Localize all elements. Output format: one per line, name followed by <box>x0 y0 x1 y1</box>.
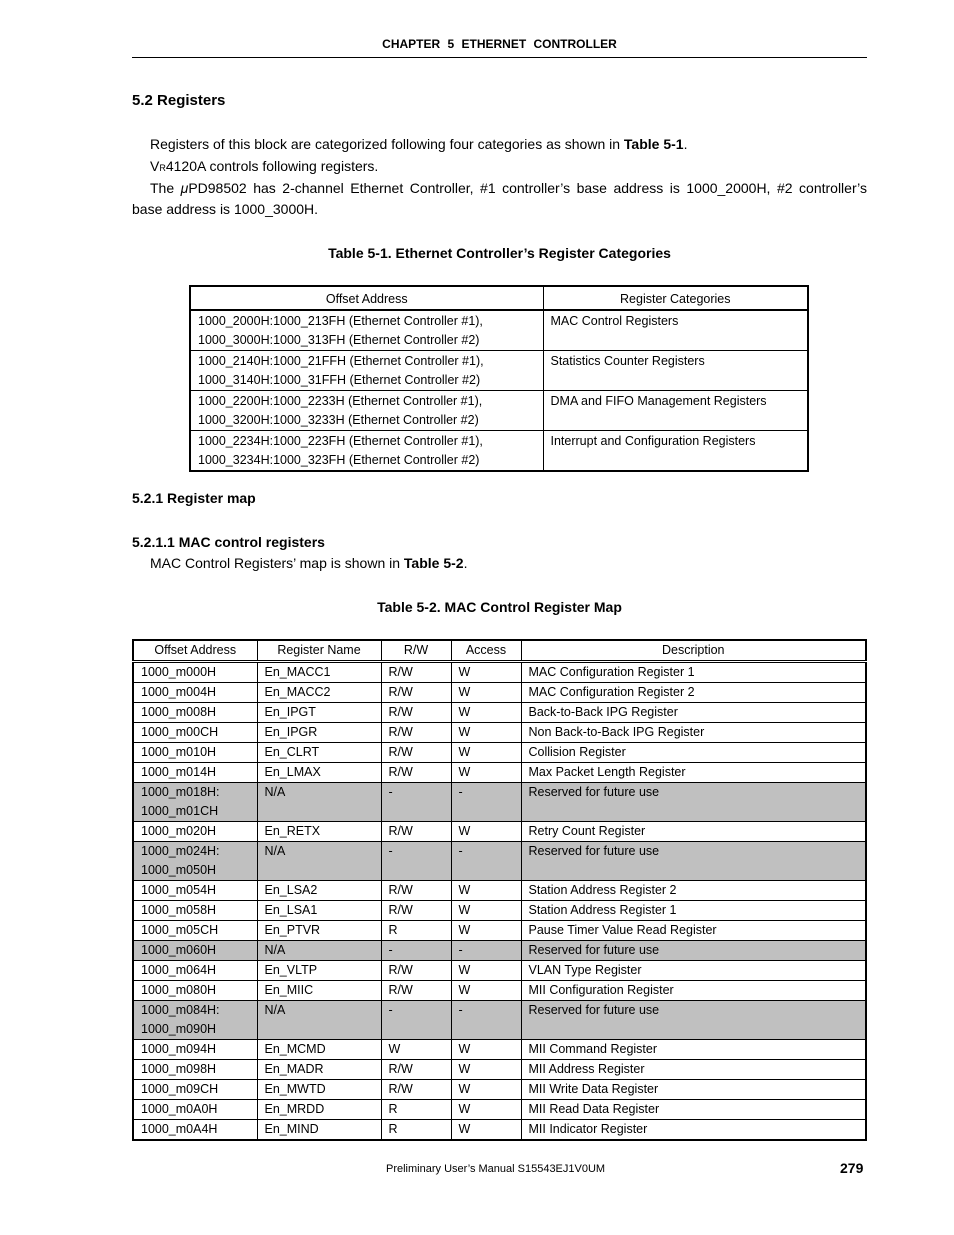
access-cell: W <box>451 1040 521 1060</box>
register-name-cell: En_IPGR <box>257 723 381 743</box>
intro-p3-text: PD98502 has 2-channel Ethernet Controller, #1 controller’s base address is 1000_2000H, #2 controller’s base address is 1000_3000H. <box>132 180 867 217</box>
description-cell: MII Indicator Register <box>521 1120 866 1141</box>
table-ref-5-2: Table 5-2 <box>403 555 464 571</box>
table-row <box>133 921 866 941</box>
table-row <box>133 961 866 981</box>
table-header-row <box>133 640 866 662</box>
description-cell: Station Address Register 2 <box>521 881 866 901</box>
table-row <box>133 881 866 901</box>
offset-address-cell: 1000_m054H <box>133 881 257 901</box>
offset-address-cell: 1000_m00CH <box>133 723 257 743</box>
reserved-table-row <box>133 842 866 881</box>
access-cell: W <box>451 1060 521 1080</box>
access-cell: - <box>451 783 521 822</box>
intro-p3-the: The <box>150 180 181 196</box>
header-rw: R/W <box>381 640 451 662</box>
offset-address-cell <box>133 783 257 822</box>
offset-line-controller-2: 1000_3234H:1000_323FH (Ethernet Controller #2) <box>198 453 480 467</box>
table-row <box>133 1080 866 1100</box>
table-row <box>133 743 866 763</box>
register-name-cell: En_LSA2 <box>257 881 381 901</box>
description-cell: MII Configuration Register <box>521 981 866 1001</box>
table-row <box>133 703 866 723</box>
intro-p1-text: Registers of this block are categorized following four categories as shown in <box>150 136 624 152</box>
offset-address-cell: 1000_m058H <box>133 901 257 921</box>
header-offset-address: Offset Address <box>190 286 543 310</box>
access-cell: W <box>451 683 521 703</box>
offset-address-cell: 1000_m004H <box>133 683 257 703</box>
description-cell: Max Packet Length Register <box>521 763 866 783</box>
description-cell: MII Command Register <box>521 1040 866 1060</box>
header-register-name: Register Name <box>257 640 381 662</box>
rw-cell: R <box>381 1120 451 1141</box>
offset-address-cell: 1000_m010H <box>133 743 257 763</box>
access-cell: W <box>451 743 521 763</box>
table-row <box>133 1120 866 1141</box>
offset-address-cell: 1000_m014H <box>133 763 257 783</box>
register-name-cell: N/A <box>257 1001 381 1040</box>
description-cell: Retry Count Register <box>521 822 866 842</box>
table-5-2-caption: Table 5-2. MAC Control Register Map <box>377 599 622 615</box>
table-row <box>190 431 808 472</box>
rw-cell: R/W <box>381 822 451 842</box>
mac-map-intro <box>150 553 467 574</box>
offset-address-cell <box>190 391 543 431</box>
offset-line-controller-2: 1000_3200H:1000_3233H (Ethernet Controller #2) <box>198 413 479 427</box>
register-category-cell: Interrupt and Configuration Registers <box>543 431 808 472</box>
table-header-row <box>190 286 808 310</box>
access-cell: W <box>451 703 521 723</box>
offset-address-cell: 1000_m060H <box>133 941 257 961</box>
intro-paragraph-2 <box>150 156 378 179</box>
rw-cell: R/W <box>381 662 451 683</box>
access-cell: W <box>451 921 521 941</box>
description-cell: VLAN Type Register <box>521 961 866 981</box>
reserved-table-row <box>133 783 866 822</box>
access-cell: W <box>451 662 521 683</box>
offset-address-cell <box>133 1001 257 1040</box>
description-cell: MII Write Data Register <box>521 1080 866 1100</box>
register-name-cell: N/A <box>257 842 381 881</box>
access-cell: W <box>451 901 521 921</box>
table-row <box>133 723 866 743</box>
offset-address-cell: 1000_m008H <box>133 703 257 723</box>
register-name-cell: En_MRDD <box>257 1100 381 1120</box>
offset-range-start: 1000_m084H: <box>141 1003 220 1017</box>
rw-cell: - <box>381 783 451 822</box>
rw-cell: - <box>381 1001 451 1040</box>
access-cell: W <box>451 723 521 743</box>
offset-line-controller-1: 1000_2140H:1000_21FFH (Ethernet Controller #1), <box>198 354 484 368</box>
offset-range-start: 1000_m018H: <box>141 785 220 799</box>
register-category-cell: Statistics Counter Registers <box>543 351 808 391</box>
intro-p2-r: R <box>159 163 166 173</box>
register-name-cell: N/A <box>257 783 381 822</box>
register-name-cell: En_MACC2 <box>257 683 381 703</box>
reserved-table-row <box>133 941 866 961</box>
register-name-cell: En_MIIC <box>257 981 381 1001</box>
offset-address-cell: 1000_m080H <box>133 981 257 1001</box>
intro-p1-end: . <box>683 136 688 152</box>
rw-cell: - <box>381 941 451 961</box>
table-row <box>133 901 866 921</box>
chapter-header: CHAPTER 5 ETHERNET CONTROLLER <box>382 37 617 51</box>
description-cell: Reserved for future use <box>521 783 866 822</box>
rw-cell: R/W <box>381 1060 451 1080</box>
register-name-cell: En_MCMD <box>257 1040 381 1060</box>
rw-cell: R/W <box>381 763 451 783</box>
mac-map-intro-end: . <box>463 555 468 571</box>
description-cell: Collision Register <box>521 743 866 763</box>
access-cell: W <box>451 822 521 842</box>
page-number: 279 <box>840 1160 864 1176</box>
access-cell: W <box>451 1120 521 1141</box>
offset-line-controller-1: 1000_2200H:1000_2233H (Ethernet Controller #1), <box>198 394 483 408</box>
offset-address-cell <box>190 310 543 351</box>
register-name-cell: En_CLRT <box>257 743 381 763</box>
table-row <box>133 763 866 783</box>
register-name-cell: En_LMAX <box>257 763 381 783</box>
header-description: Description <box>521 640 866 662</box>
rw-cell: R <box>381 921 451 941</box>
offset-range-end: 1000_m090H <box>141 1022 217 1036</box>
table-row <box>133 822 866 842</box>
table-row <box>133 981 866 1001</box>
description-cell: MAC Configuration Register 1 <box>521 662 866 683</box>
register-name-cell: En_VLTP <box>257 961 381 981</box>
table-row <box>133 1100 866 1120</box>
rw-cell: R/W <box>381 723 451 743</box>
offset-range-start: 1000_m024H: <box>141 844 220 858</box>
offset-address-cell <box>190 351 543 391</box>
subsubsection-title: 5.2.1.1 MAC control registers <box>132 534 325 550</box>
rw-cell: R/W <box>381 901 451 921</box>
register-name-cell: En_MIND <box>257 1120 381 1141</box>
reserved-table-row <box>133 1001 866 1040</box>
header-register-categories: Register Categories <box>543 286 808 310</box>
intro-paragraph-1 <box>150 134 687 155</box>
register-category-cell: MAC Control Registers <box>543 310 808 351</box>
intro-p2-v: V <box>150 158 160 174</box>
access-cell: W <box>451 981 521 1001</box>
access-cell: W <box>451 763 521 783</box>
description-cell: MII Address Register <box>521 1060 866 1080</box>
rw-cell: R/W <box>381 743 451 763</box>
access-cell: W <box>451 961 521 981</box>
offset-address-cell: 1000_m05CH <box>133 921 257 941</box>
register-name-cell: En_MADR <box>257 1060 381 1080</box>
table-row <box>190 391 808 431</box>
description-cell: Non Back-to-Back IPG Register <box>521 723 866 743</box>
intro-p2-text: 4120A controls following registers. <box>165 158 379 174</box>
register-name-cell: N/A <box>257 941 381 961</box>
rw-cell: W <box>381 1040 451 1060</box>
offset-address-cell: 1000_m0A0H <box>133 1100 257 1120</box>
section-title: 5.2 Registers <box>132 92 226 109</box>
description-cell: Pause Timer Value Read Register <box>521 921 866 941</box>
offset-address-cell: 1000_m0A4H <box>133 1120 257 1141</box>
description-cell: Reserved for future use <box>521 941 866 961</box>
offset-line-controller-2: 1000_3000H:1000_313FH (Ethernet Controller #2) <box>198 333 480 347</box>
offset-address-cell: 1000_m09CH <box>133 1080 257 1100</box>
register-name-cell: En_MACC1 <box>257 662 381 683</box>
table-row <box>190 310 808 351</box>
access-cell: W <box>451 1100 521 1120</box>
register-categories-table <box>189 285 809 472</box>
header-offset-address: Offset Address <box>133 640 257 662</box>
mac-control-register-map-table <box>132 639 867 1141</box>
register-category-cell: DMA and FIFO Management Registers <box>543 391 808 431</box>
table-row <box>133 683 866 703</box>
rw-cell: R/W <box>381 881 451 901</box>
access-cell: W <box>451 881 521 901</box>
intro-paragraph-3 <box>132 178 867 220</box>
offset-line-controller-1: 1000_2234H:1000_223FH (Ethernet Controller #1), <box>198 434 483 448</box>
access-cell: - <box>451 941 521 961</box>
header-access: Access <box>451 640 521 662</box>
offset-range-end: 1000_m01CH <box>141 804 219 818</box>
table-ref-5-1: Table 5-1 <box>623 136 684 152</box>
offset-range-end: 1000_m050H <box>141 863 217 877</box>
register-name-cell: En_MWTD <box>257 1080 381 1100</box>
access-cell: W <box>451 1080 521 1100</box>
offset-address-cell: 1000_m098H <box>133 1060 257 1080</box>
register-name-cell: En_LSA1 <box>257 901 381 921</box>
table-row <box>133 1040 866 1060</box>
offset-address-cell <box>190 431 543 472</box>
mac-map-intro-text: MAC Control Registers’ map is shown in <box>150 555 404 571</box>
offset-line-controller-2: 1000_3140H:1000_31FFH (Ethernet Controller #2) <box>198 373 481 387</box>
subsection-title: 5.2.1 Register map <box>132 490 256 506</box>
table-row <box>190 351 808 391</box>
offset-address-cell: 1000_m094H <box>133 1040 257 1060</box>
table-5-1-caption: Table 5-1. Ethernet Controller’s Register Categories <box>328 245 671 261</box>
offset-address-cell <box>133 842 257 881</box>
offset-address-cell: 1000_m064H <box>133 961 257 981</box>
header-rule <box>132 57 867 58</box>
description-cell: MAC Configuration Register 2 <box>521 683 866 703</box>
description-cell: MII Read Data Register <box>521 1100 866 1120</box>
rw-cell: R <box>381 1100 451 1120</box>
table-row <box>133 662 866 683</box>
offset-address-cell: 1000_m020H <box>133 822 257 842</box>
register-name-cell: En_IPGT <box>257 703 381 723</box>
table-row <box>133 1060 866 1080</box>
offset-line-controller-1: 1000_2000H:1000_213FH (Ethernet Controller #1), <box>198 314 483 328</box>
offset-address-cell: 1000_m000H <box>133 662 257 683</box>
description-cell: Reserved for future use <box>521 842 866 881</box>
rw-cell: R/W <box>381 981 451 1001</box>
rw-cell: R/W <box>381 961 451 981</box>
description-cell: Back-to-Back IPG Register <box>521 703 866 723</box>
rw-cell: R/W <box>381 1080 451 1100</box>
description-cell: Reserved for future use <box>521 1001 866 1040</box>
rw-cell: R/W <box>381 703 451 723</box>
intro-p3-mu: μ <box>180 180 189 196</box>
rw-cell: R/W <box>381 683 451 703</box>
description-cell: Station Address Register 1 <box>521 901 866 921</box>
register-name-cell: En_PTVR <box>257 921 381 941</box>
access-cell: - <box>451 842 521 881</box>
rw-cell: - <box>381 842 451 881</box>
footer-manual-title: Preliminary User’s Manual S15543EJ1V0UM <box>386 1163 606 1175</box>
register-name-cell: En_RETX <box>257 822 381 842</box>
access-cell: - <box>451 1001 521 1040</box>
